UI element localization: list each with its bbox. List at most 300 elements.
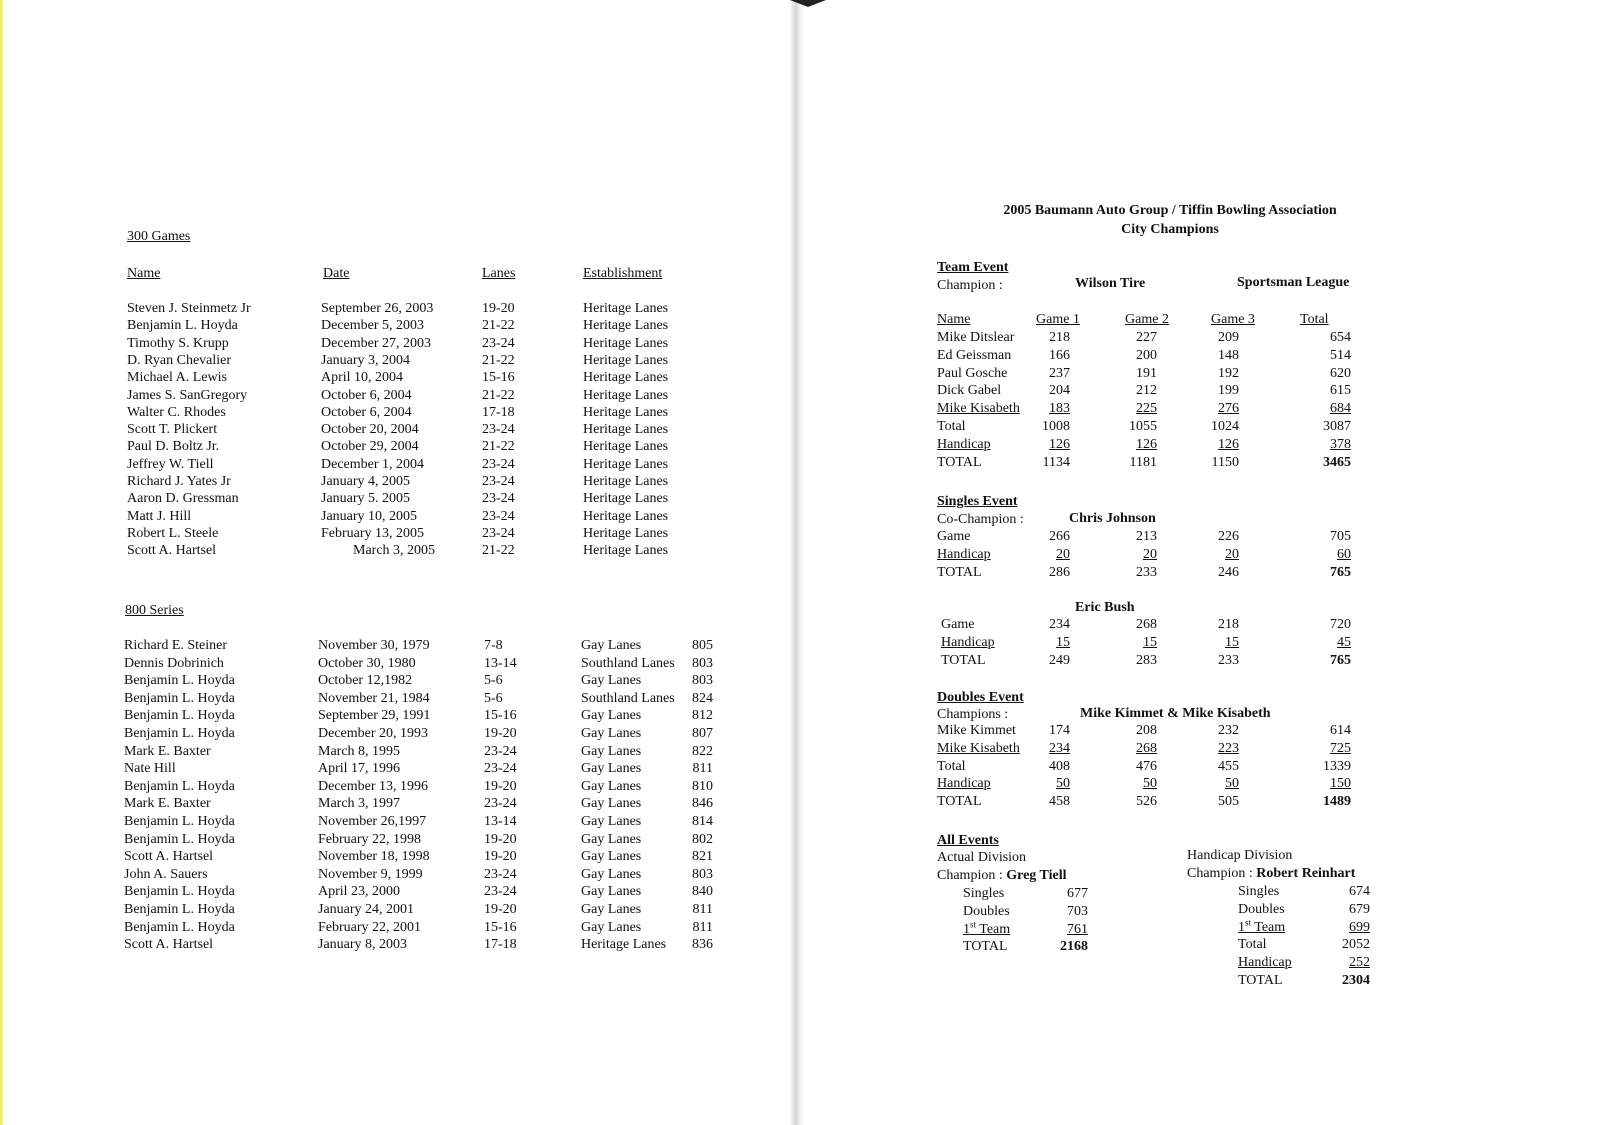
actual-champion-row <box>937 868 1067 884</box>
total-score: 614 <box>1330 723 1351 738</box>
game3-score: 233 <box>1218 652 1239 668</box>
establishment: Gay Lanes <box>581 902 642 917</box>
lanes: 21-22 <box>482 543 515 559</box>
bowler-name: Robert L. Steele <box>127 525 219 541</box>
series800-title: 800 Series <box>125 603 184 618</box>
game2-score: 1181 <box>1129 454 1157 470</box>
event-score: 703 <box>1067 903 1088 919</box>
establishment: Heritage Lanes <box>583 404 669 420</box>
total-score: 720 <box>1330 617 1351 632</box>
bowler-name: Benjamin L. Hoyda <box>124 814 235 829</box>
header-establishment: Establishment <box>583 266 663 281</box>
row-label: Dick Gabel <box>937 383 1002 399</box>
header-date: Date <box>323 266 350 281</box>
total-score: 1339 <box>1323 758 1351 774</box>
series-score: 824 <box>692 690 713 706</box>
establishment: Gay Lanes <box>581 778 642 794</box>
row-label: Mike Kimmet <box>937 723 1016 738</box>
game-date: December 5, 2003 <box>321 318 425 334</box>
event-score: 2052 <box>1342 937 1370 953</box>
establishment: Gay Lanes <box>581 726 642 741</box>
establishment: Heritage Lanes <box>583 370 669 386</box>
team-champion-label: Champion : <box>937 278 1003 293</box>
bowler-name: Nate Hill <box>124 761 176 777</box>
game2-score: 1055 <box>1129 419 1157 434</box>
row-label: Game <box>941 617 975 632</box>
game-date: November 9, 1999 <box>318 866 423 882</box>
establishment: Heritage Lanes <box>583 474 669 489</box>
bowler-name: Benjamin L. Hoyda <box>124 902 235 917</box>
establishment: Heritage Lanes <box>583 543 669 559</box>
bowler-name: Benjamin L. Hoyda <box>124 778 235 794</box>
lanes: 19-20 <box>484 831 517 847</box>
lanes: 5-6 <box>484 673 503 689</box>
team-col-header: Total <box>1300 312 1329 327</box>
game2-score: 20 <box>1143 546 1157 562</box>
game3-score: 226 <box>1218 529 1239 544</box>
game3-score: 192 <box>1218 365 1239 381</box>
game1-score: 286 <box>1049 564 1070 580</box>
event-score: 679 <box>1349 901 1370 917</box>
event-label: Doubles <box>1238 901 1285 917</box>
team-champion-1: Wilson Tire <box>1075 276 1146 291</box>
handicap-champion-row <box>1187 866 1355 882</box>
event-label: Singles <box>1238 884 1280 899</box>
game-date: January 10, 2005 <box>321 508 418 524</box>
row-label: Game <box>937 529 971 544</box>
event-label: TOTAL <box>1238 973 1283 988</box>
bowler-name: Benjamin L. Hoyda <box>124 884 235 900</box>
series-score: 840 <box>692 884 713 900</box>
establishment: Heritage Lanes <box>583 508 669 524</box>
lanes: 23-24 <box>484 866 517 882</box>
series-score: 812 <box>692 708 713 724</box>
singles-player-1: Chris Johnson <box>1069 511 1156 526</box>
game-date: April 23, 2000 <box>318 884 401 900</box>
establishment: Heritage Lanes <box>583 352 669 368</box>
lanes: 23-24 <box>482 474 515 489</box>
game2-score: 126 <box>1136 436 1157 452</box>
header-name: Name <box>127 266 161 281</box>
game3-score: 15 <box>1225 634 1239 650</box>
game-date: November 30, 1979 <box>318 638 430 653</box>
row-label: Handicap <box>937 436 991 452</box>
event-label: Handicap <box>1238 955 1292 971</box>
series-score: 821 <box>692 849 713 865</box>
lanes: 19-20 <box>484 849 517 865</box>
total-score: 615 <box>1330 383 1351 399</box>
game3-score: 505 <box>1218 794 1239 810</box>
lanes: 21-22 <box>482 318 515 334</box>
bowler-name: Benjamin L. Hoyda <box>124 708 235 724</box>
bowler-name: Paul D. Boltz Jr. <box>127 439 220 455</box>
bowler-name: Richard J. Yates Jr <box>127 474 231 489</box>
total-score: 725 <box>1330 740 1351 756</box>
game3-score: 20 <box>1225 546 1239 562</box>
event-score: 699 <box>1349 919 1370 935</box>
row-label: Mike Kisabeth <box>937 401 1020 417</box>
team-col-header: Game 2 <box>1125 312 1169 327</box>
establishment: Gay Lanes <box>581 919 642 935</box>
team-champion-2: Sportsman League <box>1237 275 1350 290</box>
total-score: 705 <box>1330 529 1351 544</box>
game3-score: 223 <box>1218 740 1239 756</box>
bowler-name: Mark E. Baxter <box>124 743 211 759</box>
total-score: 765 <box>1330 564 1351 580</box>
lanes: 21-22 <box>482 387 515 403</box>
game2-score: 227 <box>1136 330 1157 345</box>
game-date: December 13, 1996 <box>318 778 429 794</box>
establishment: Gay Lanes <box>581 708 642 724</box>
game-date: October 6, 2004 <box>321 387 412 403</box>
game3-score: 148 <box>1218 347 1239 363</box>
game-date: February 13, 2005 <box>321 525 425 541</box>
bowler-name: Mark E. Baxter <box>124 796 211 812</box>
total-score: 60 <box>1337 546 1351 562</box>
row-label: Total <box>937 419 966 434</box>
game2-score: 526 <box>1136 794 1157 810</box>
game-date: February 22, 1998 <box>318 831 422 847</box>
game3-score: 50 <box>1225 776 1239 792</box>
series-score: 811 <box>692 902 713 917</box>
singles-event-heading: Singles Event <box>937 494 1018 509</box>
lanes: 13-14 <box>484 655 517 671</box>
game-date: September 29, 1991 <box>318 708 431 724</box>
bowler-name: Benjamin L. Hoyda <box>124 919 235 935</box>
bowler-name: Benjamin L. Hoyda <box>124 673 235 689</box>
establishment: Heritage Lanes <box>583 525 669 541</box>
game1-score: 237 <box>1049 365 1070 381</box>
row-label: TOTAL <box>937 564 982 580</box>
establishment: Heritage Lanes <box>583 318 669 334</box>
total-score: 620 <box>1330 365 1351 381</box>
row-label: Ed Geissman <box>937 347 1012 363</box>
bowler-name: Scott A. Hartsel <box>127 543 217 559</box>
game3-score: 199 <box>1218 383 1239 399</box>
total-score: 150 <box>1330 776 1351 792</box>
establishment: Gay Lanes <box>581 673 642 689</box>
lanes: 15-16 <box>484 708 517 724</box>
game-date: March 3, 2005 <box>353 543 436 559</box>
event-label: Doubles <box>963 903 1010 919</box>
bowler-name: Richard E. Steiner <box>124 638 228 653</box>
page-edge <box>0 0 3 1125</box>
game-date: October 20, 2004 <box>321 422 419 438</box>
series-score: 807 <box>692 726 713 741</box>
event-score: 761 <box>1067 921 1088 937</box>
event-score: 677 <box>1067 886 1088 901</box>
doubles-champions: Mike Kimmet & Mike Kisabeth <box>1080 706 1271 721</box>
actual-champion-label: Champion : <box>937 868 1003 883</box>
game-date: October 29, 2004 <box>321 439 419 455</box>
game2-score: 213 <box>1136 529 1157 544</box>
series-score: 805 <box>692 638 713 653</box>
bowler-name: Walter C. Rhodes <box>127 404 226 420</box>
team-col-header: Game 3 <box>1211 312 1255 327</box>
game-date: November 18, 1998 <box>318 849 430 865</box>
singles-player-2: Eric Bush <box>1075 600 1135 615</box>
series-score: 802 <box>692 831 713 847</box>
game2-score: 200 <box>1136 347 1157 363</box>
handicap-champion-label: Champion : <box>1187 866 1253 881</box>
team-col-header: Game 1 <box>1036 312 1080 327</box>
series-score: 836 <box>692 937 713 953</box>
row-label: Handicap <box>937 546 991 562</box>
game2-score: 283 <box>1136 652 1157 668</box>
report-subtitle: City Champions <box>1121 222 1219 237</box>
game3-score: 276 <box>1218 401 1239 417</box>
game-date: March 8, 1995 <box>318 743 401 759</box>
game3-score: 232 <box>1218 723 1239 738</box>
total-score: 45 <box>1337 634 1351 650</box>
game2-score: 268 <box>1136 617 1157 632</box>
game2-score: 191 <box>1136 365 1157 381</box>
game3-score: 209 <box>1218 330 1239 345</box>
establishment: Gay Lanes <box>581 743 642 759</box>
lanes: 17-18 <box>482 404 515 420</box>
game-date: December 20, 1993 <box>318 726 429 741</box>
game-date: February 22, 2001 <box>318 919 422 935</box>
row-label: TOTAL <box>941 652 986 668</box>
lanes: 23-24 <box>482 335 515 351</box>
total-score: 1489 <box>1323 794 1351 810</box>
team-col-header: Name <box>937 312 971 327</box>
establishment: Heritage Lanes <box>583 301 669 316</box>
game1-score: 183 <box>1049 401 1070 417</box>
game2-score: 50 <box>1143 776 1157 792</box>
series-score: 846 <box>692 796 713 812</box>
game2-score: 225 <box>1136 401 1157 417</box>
game1-score: 50 <box>1056 776 1070 792</box>
game3-score: 1150 <box>1211 454 1239 470</box>
game-date: December 27, 2003 <box>321 335 432 351</box>
total-score: 684 <box>1330 401 1351 417</box>
event-label: Singles <box>963 886 1005 901</box>
game2-score: 476 <box>1136 758 1157 774</box>
game1-score: 15 <box>1056 634 1070 650</box>
game-date: April 10, 2004 <box>321 370 404 386</box>
game-date: January 3, 2004 <box>321 352 411 368</box>
lanes: 23-24 <box>482 525 515 541</box>
series-score: 814 <box>692 814 713 829</box>
game2-score: 233 <box>1136 564 1157 580</box>
bowler-name: D. Ryan Chevalier <box>127 352 232 368</box>
games300-title: 300 Games <box>127 229 191 244</box>
game1-score: 20 <box>1056 546 1070 562</box>
game2-score: 15 <box>1143 634 1157 650</box>
series-score: 810 <box>692 778 713 794</box>
event-score: 252 <box>1349 955 1370 971</box>
establishment: Gay Lanes <box>581 831 642 847</box>
lanes: 23-24 <box>482 508 515 524</box>
series-score: 811 <box>692 761 713 777</box>
row-label: Mike Kisabeth <box>937 740 1020 756</box>
game-date: January 4, 2005 <box>321 474 411 489</box>
game2-score: 212 <box>1136 383 1157 399</box>
bowler-name: Steven J. Steinmetz Jr <box>127 301 251 316</box>
game1-score: 1008 <box>1042 419 1070 434</box>
game1-score: 174 <box>1049 723 1070 738</box>
bowler-name: Benjamin L. Hoyda <box>127 318 238 334</box>
handicap-champion-name: Robert Reinhart <box>1256 866 1356 881</box>
row-label: TOTAL <box>937 794 982 810</box>
total-score: 3087 <box>1323 419 1351 434</box>
bowler-name: Scott A. Hartsel <box>124 849 214 865</box>
event-label: Total <box>1238 937 1267 953</box>
lanes: 5-6 <box>484 690 503 706</box>
lanes: 23-24 <box>484 796 517 812</box>
actual-champion-name: Greg Tiell <box>1006 868 1067 883</box>
game-date: January 5. 2005 <box>321 491 411 507</box>
bowler-name: Timothy S. Krupp <box>127 335 229 351</box>
row-label: Mike Ditslear <box>937 330 1015 345</box>
lanes: 23-24 <box>484 761 517 777</box>
game1-score: 458 <box>1049 794 1070 810</box>
team-event-heading: Team Event <box>937 260 1009 275</box>
series-score: 811 <box>692 919 713 935</box>
game1-score: 408 <box>1049 758 1070 774</box>
book-gutter <box>789 0 805 1125</box>
lanes: 19-20 <box>484 902 517 917</box>
game-date: September 26, 2003 <box>321 301 434 316</box>
game-date: November 26,1997 <box>318 814 427 829</box>
establishment: Heritage Lanes <box>581 937 667 953</box>
bowler-name: Benjamin L. Hoyda <box>124 726 235 741</box>
establishment: Southland Lanes <box>581 690 675 706</box>
bowler-name: Jeffrey W. Tiell <box>127 456 214 472</box>
lanes: 17-18 <box>484 937 517 953</box>
game3-score: 246 <box>1218 564 1239 580</box>
bowler-name: Matt J. Hill <box>127 508 192 524</box>
total-score: 378 <box>1330 436 1351 452</box>
total-score: 654 <box>1330 330 1351 345</box>
game-date: November 21, 1984 <box>318 690 430 706</box>
game3-score: 455 <box>1218 758 1239 774</box>
doubles-event-heading: Doubles Event <box>937 690 1024 705</box>
establishment: Heritage Lanes <box>583 422 669 438</box>
game1-score: 234 <box>1049 617 1070 632</box>
lanes: 21-22 <box>482 439 515 455</box>
event-label: TOTAL <box>963 939 1008 955</box>
game-date: April 17, 1996 <box>318 761 401 777</box>
game-date: October 30, 1980 <box>318 655 416 671</box>
lanes: 23-24 <box>482 456 515 472</box>
series-score: 803 <box>692 655 713 671</box>
game-date: January 8, 2003 <box>318 937 408 953</box>
game1-score: 249 <box>1049 652 1070 668</box>
actual-division-label: Actual Division <box>937 850 1027 865</box>
establishment: Heritage Lanes <box>583 335 669 351</box>
doubles-champions-label: Champions : <box>937 707 1009 722</box>
game-date: January 24, 2001 <box>318 902 415 917</box>
game1-score: 234 <box>1049 740 1070 756</box>
establishment: Gay Lanes <box>581 761 642 777</box>
header-lanes: Lanes <box>482 266 516 281</box>
bowler-name: John A. Sauers <box>124 866 208 882</box>
game3-score: 1024 <box>1211 419 1239 434</box>
establishment: Southland Lanes <box>581 655 675 671</box>
singles-cochampion-label: Co-Champion : <box>937 512 1024 527</box>
total-score: 3465 <box>1323 454 1351 470</box>
game2-score: 208 <box>1136 723 1157 738</box>
total-score: 514 <box>1330 347 1351 363</box>
game-date: October 12,1982 <box>318 673 413 689</box>
lanes: 19-20 <box>484 726 517 741</box>
game3-score: 218 <box>1218 617 1239 632</box>
lanes: 23-24 <box>484 884 517 900</box>
event-label: 1st Team <box>963 918 1011 937</box>
establishment: Gay Lanes <box>581 796 642 812</box>
lanes: 23-24 <box>484 743 517 759</box>
total-score: 765 <box>1330 652 1351 668</box>
series-score: 803 <box>692 866 713 882</box>
establishment: Gay Lanes <box>581 884 642 900</box>
establishment: Heritage Lanes <box>583 456 669 472</box>
game1-score: 1134 <box>1042 454 1070 470</box>
game1-score: 204 <box>1049 383 1070 399</box>
event-score: 2168 <box>1060 939 1088 955</box>
event-score: 2304 <box>1342 973 1370 988</box>
report-title: 2005 Baumann Auto Group / Tiffin Bowling Association <box>1003 203 1337 218</box>
all-events-heading: All Events <box>937 833 999 848</box>
establishment: Gay Lanes <box>581 638 642 653</box>
establishment: Gay Lanes <box>581 814 642 829</box>
game1-score: 126 <box>1049 436 1070 452</box>
lanes: 7-8 <box>484 638 503 653</box>
establishment: Heritage Lanes <box>583 491 669 507</box>
game1-score: 166 <box>1049 347 1070 363</box>
lanes: 23-24 <box>482 422 515 438</box>
lanes: 15-16 <box>482 370 515 386</box>
lanes: 15-16 <box>484 919 517 935</box>
handicap-division-label: Handicap Division <box>1187 848 1293 863</box>
bowler-name: Benjamin L. Hoyda <box>124 690 235 706</box>
series-score: 822 <box>692 743 713 759</box>
game2-score: 268 <box>1136 740 1157 756</box>
bowler-name: Scott A. Hartsel <box>124 937 214 953</box>
row-label: Handicap <box>937 776 991 792</box>
game1-score: 266 <box>1049 529 1070 544</box>
lanes: 23-24 <box>482 491 515 507</box>
game1-score: 218 <box>1049 330 1070 345</box>
bowler-name: Dennis Dobrinich <box>124 655 224 671</box>
lanes: 21-22 <box>482 352 515 368</box>
establishment: Heritage Lanes <box>583 387 669 403</box>
bowler-name: Michael A. Lewis <box>127 370 227 386</box>
series-score: 803 <box>692 673 713 689</box>
game-date: October 6, 2004 <box>321 404 412 420</box>
game3-score: 126 <box>1218 436 1239 452</box>
lanes: 19-20 <box>482 301 515 316</box>
bowler-name: Aaron D. Gressman <box>127 491 239 507</box>
event-label: 1st Team <box>1238 916 1286 935</box>
lanes: 13-14 <box>484 814 517 829</box>
establishment: Heritage Lanes <box>583 439 669 455</box>
establishment: Gay Lanes <box>581 866 642 882</box>
establishment: Gay Lanes <box>581 849 642 865</box>
row-label: Paul Gosche <box>937 365 1008 381</box>
scan-notch <box>790 0 826 7</box>
bowler-name: Scott T. Plickert <box>127 422 218 438</box>
game-date: December 1, 2004 <box>321 456 425 472</box>
bowler-name: Benjamin L. Hoyda <box>124 831 235 847</box>
event-score: 674 <box>1349 884 1370 899</box>
row-label: TOTAL <box>937 454 982 470</box>
game-date: March 3, 1997 <box>318 796 401 812</box>
bowler-name: James S. SanGregory <box>127 387 248 403</box>
row-label: Handicap <box>941 634 995 650</box>
row-label: Total <box>937 758 966 774</box>
